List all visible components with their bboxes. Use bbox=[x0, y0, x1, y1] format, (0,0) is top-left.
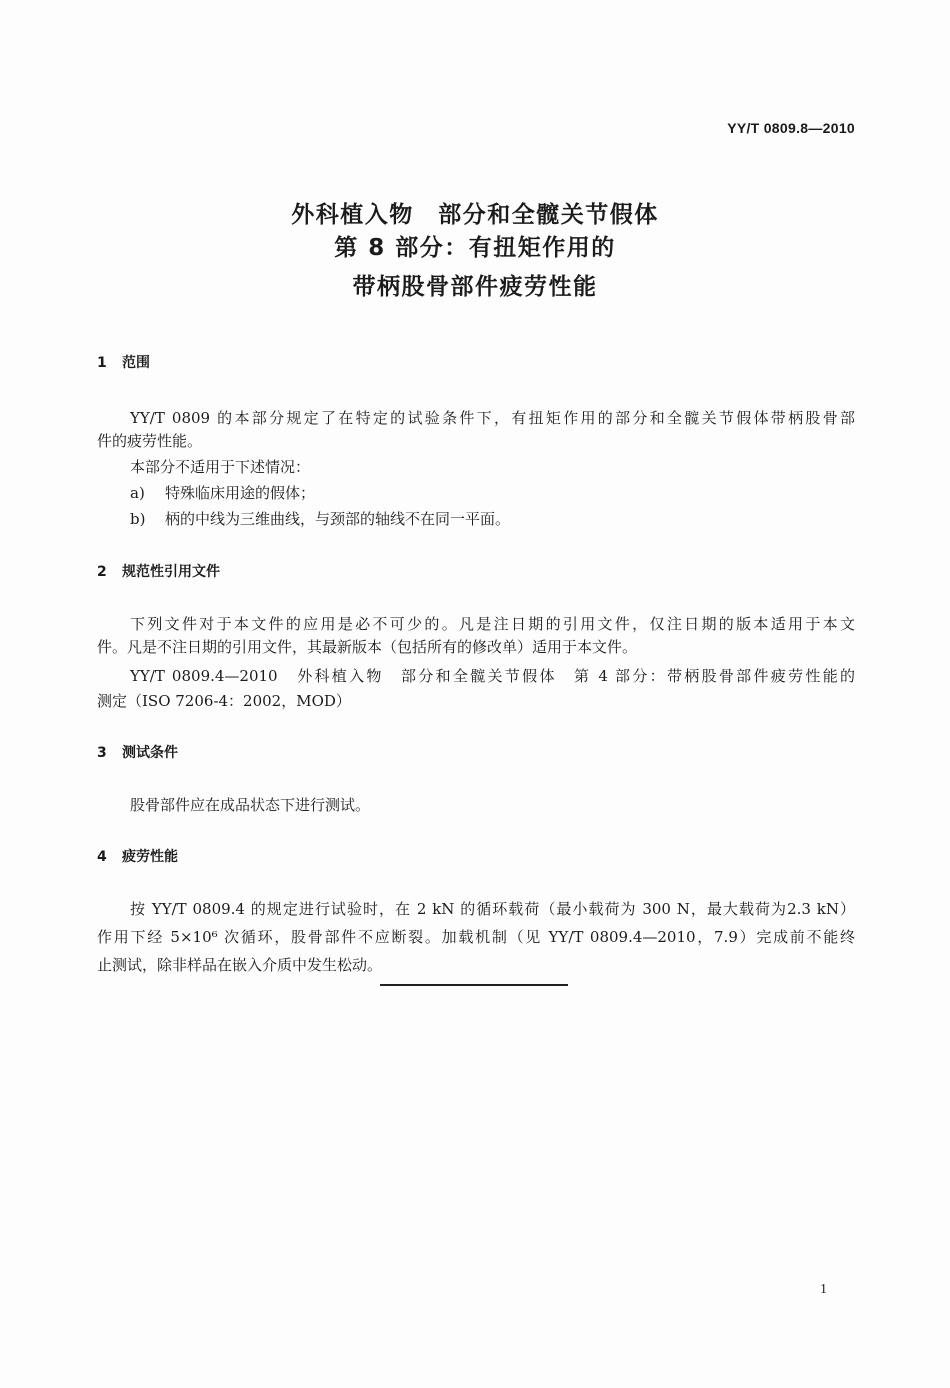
paragraph-line: 件。凡是不注日期的引用文件，其最新版本（包括所有的修改单）适用于本文件。 bbox=[97, 638, 638, 656]
paragraph-line: YY/T 0809 的本部分规定了在特定的试验条件下，有扭矩作用的部分和全髋关节假体带柄股骨部 bbox=[130, 409, 855, 427]
paragraph-line: 止测试，除非样品在嵌入介质中发生松动。 bbox=[97, 956, 383, 974]
list-item-text: 特殊临床用途的假体； bbox=[165, 484, 316, 502]
title-line-1: 外科植入物 部分和全髋关节假体 bbox=[291, 202, 659, 228]
section-title: 范围 bbox=[122, 355, 150, 371]
paragraph-line: 本部分不适用于下述情况： bbox=[130, 458, 311, 476]
section-title: 疲劳性能 bbox=[122, 849, 178, 865]
paragraph-line: 股骨部件应在成品状态下进行测试。 bbox=[130, 796, 371, 814]
paragraph-line: 件的疲劳性能。 bbox=[97, 432, 203, 450]
section-number: 1 bbox=[97, 355, 107, 371]
reference-line: YY/T 0809.4—2010 外科植入物 部分和全髋关节假体 第 4 部分：带柄股骨部件疲劳性能的 bbox=[130, 667, 855, 685]
list-item-text: 柄的中线为三维曲线，与颈部的轴线不在同一平面。 bbox=[165, 510, 511, 528]
paragraph-line: 下列文件对于本文件的应用是必不可少的。凡是注日期的引用文件，仅注日期的版本适用于本文 bbox=[130, 615, 855, 633]
list-item bbox=[130, 509, 510, 529]
section-title: 规范性引用文件 bbox=[122, 564, 220, 580]
title-line-3: 带柄股骨部件疲劳性能 bbox=[352, 274, 598, 300]
section-number: 4 bbox=[97, 849, 107, 865]
list-item bbox=[130, 483, 315, 503]
section-title: 测试条件 bbox=[122, 745, 178, 761]
list-item-label: a) bbox=[130, 484, 145, 502]
standard-code-header: YY/T 0809.8—2010 bbox=[727, 120, 855, 136]
reference-line: 测定（ISO 7206-4：2002，MOD） bbox=[97, 692, 351, 710]
section-1-heading bbox=[97, 353, 150, 373]
section-number: 3 bbox=[97, 745, 107, 761]
paragraph-line: 按 YY/T 0809.4 的规定进行试验时，在 2 kN 的循环载荷（最小载荷为 300 N，最大载荷为2.3 kN） bbox=[130, 900, 855, 918]
paragraph-line: 作用下经 5×10⁶ 次循环，股骨部件不应断裂。加载机制（见 YY/T 0809.4—2010，7.9）完成前不能终 bbox=[97, 928, 855, 946]
page-number: 1 bbox=[820, 1282, 827, 1297]
section-3-heading bbox=[97, 743, 178, 763]
section-number: 2 bbox=[97, 564, 107, 580]
title-line-2: 第 8 部分：有扭矩作用的 bbox=[334, 235, 616, 261]
end-rule bbox=[380, 984, 568, 986]
section-4-heading bbox=[97, 847, 178, 867]
list-item-label: b) bbox=[130, 510, 146, 528]
section-2-heading bbox=[97, 562, 220, 582]
